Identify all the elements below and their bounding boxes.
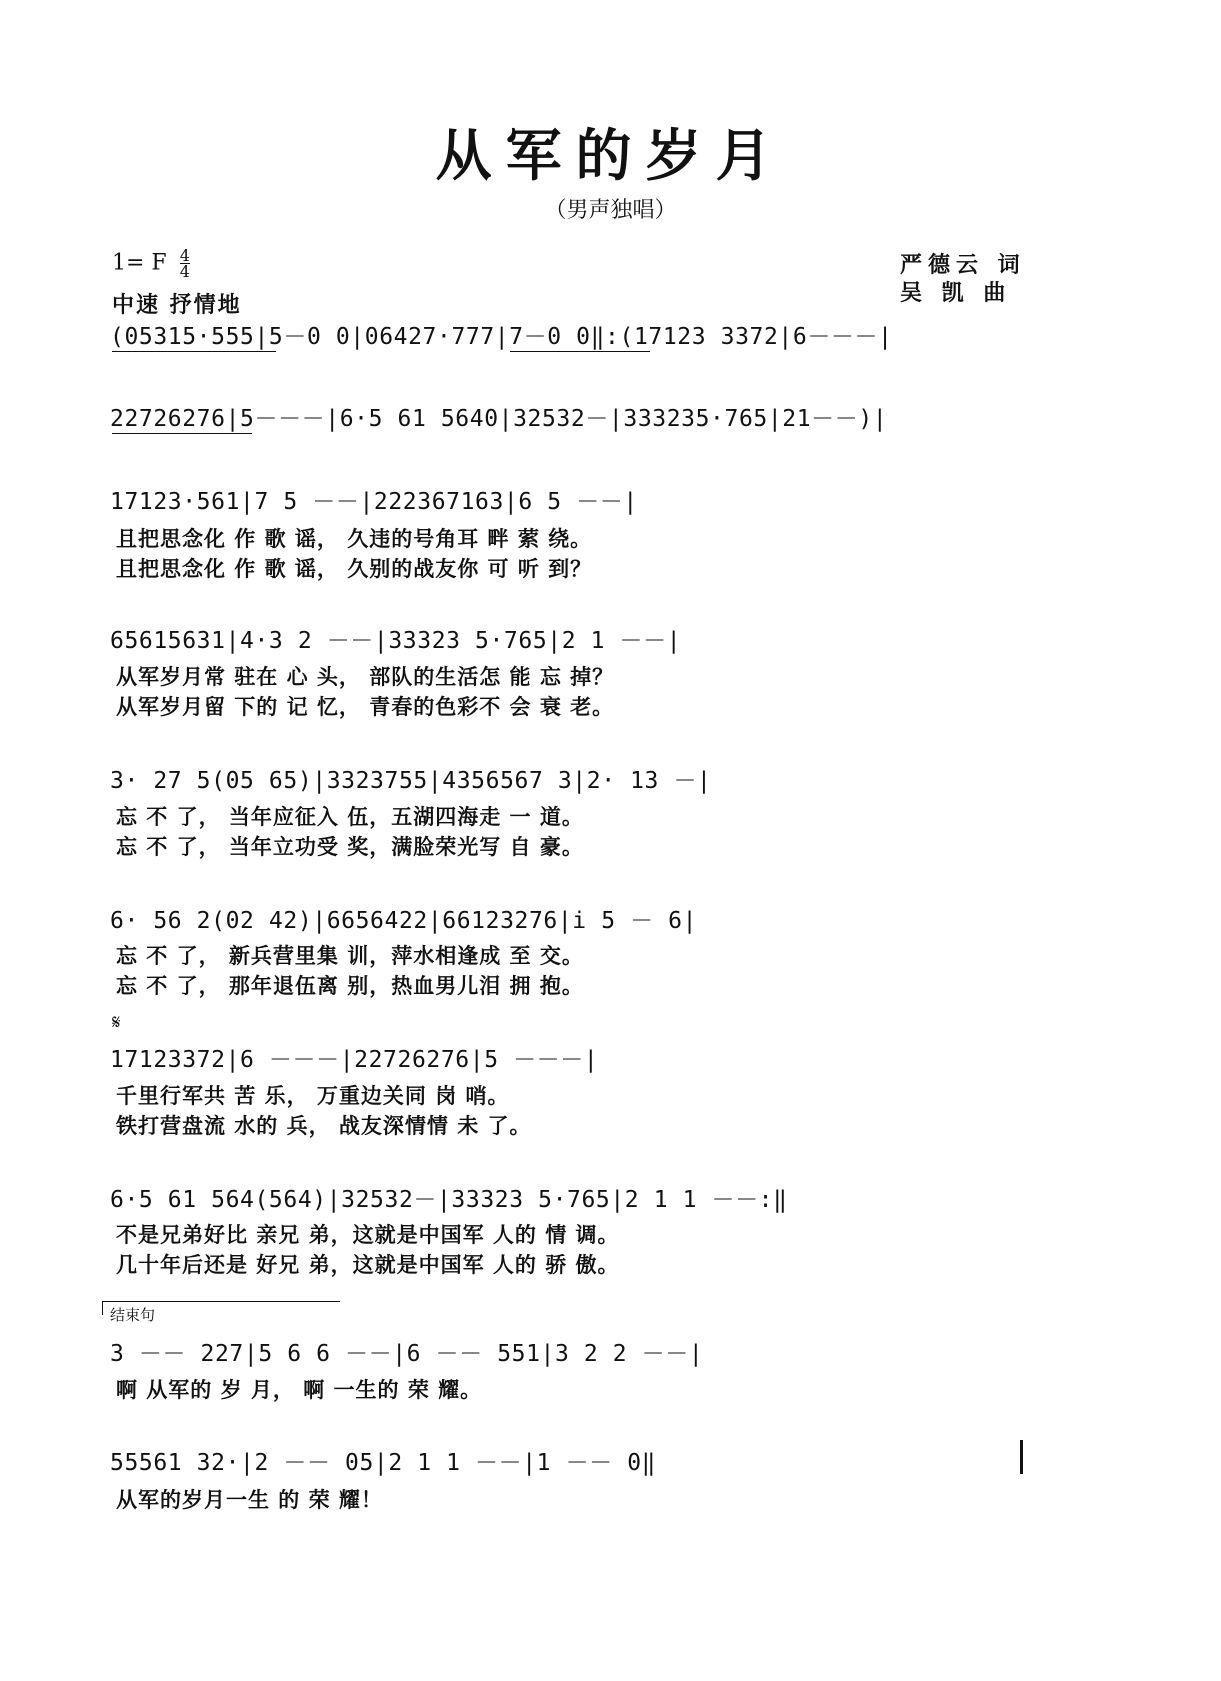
key-signature bbox=[112, 248, 190, 279]
time-signature bbox=[180, 248, 190, 279]
segno-icon: 𝄋 bbox=[112, 1010, 121, 1034]
lyric-row-8-verse-2: 几十年后还是 好兄 弟，这就是中国军 人的 骄 傲。 bbox=[116, 1252, 620, 1277]
notation-row-7: 17123372|6 －－－|22726276|5 －－－| bbox=[110, 1047, 599, 1073]
song-title: 从军的岁月 bbox=[435, 123, 786, 189]
beam-line bbox=[112, 351, 276, 352]
composer-credit: 吴 凯 曲 bbox=[900, 281, 1012, 306]
ending-bracket bbox=[102, 1301, 340, 1302]
beam-line bbox=[112, 433, 252, 434]
notation-row-10: 55561 32·|2 －－ 05|2 1 1 －－|1 －－ 0‖ bbox=[110, 1450, 657, 1476]
notation-row-5: 3· 27 5(05 65)|3323755|4356567 3|2· 13 －| bbox=[110, 768, 712, 794]
beam-line bbox=[510, 351, 650, 352]
lyric-row-3-verse-2: 且把思念化 作 歌 谣， 久别的战友你 可 听 到？ bbox=[116, 556, 593, 581]
notation-row-1: (05315·555|5－0 0|06427·777|7－0 0‖:(17123 3372|6－－－| bbox=[110, 324, 893, 350]
ending-bracket-tick bbox=[102, 1301, 103, 1315]
lyric-row-4-verse-2: 从军岁月留 下的 记 忆， 青春的色彩不 会 衰 老。 bbox=[116, 694, 615, 719]
lyric-row-4-verse-1: 从军岁月常 驻在 心 头， 部队的生活怎 能 忘 掉？ bbox=[116, 664, 615, 689]
notation-row-2: 22726276|5－－－|6·5 61 5640|32532－|333235·765|21－－)| bbox=[110, 406, 888, 432]
ending-label: 结束句 bbox=[110, 1306, 156, 1324]
key-label: 1= F bbox=[112, 250, 167, 276]
lyric-row-5-verse-1: 忘 不 了， 当年应征入 伍，五湖四海走 一 道。 bbox=[116, 804, 584, 829]
lyric-row-5-verse-2: 忘 不 了， 当年立功受 奖，满脸荣光写 自 豪。 bbox=[116, 834, 584, 859]
notation-row-4: 65615631|4·3 2 －－|33323 5·765|2 1 －－| bbox=[110, 628, 682, 654]
time-signature-numerator: 4 bbox=[179, 246, 190, 265]
final-barline bbox=[1020, 1440, 1023, 1474]
lyric-row-7-verse-1: 千里行军共 苦 乐， 万重边关同 岗 哨。 bbox=[116, 1083, 510, 1108]
lyric-row-6-verse-1: 忘 不 了， 新兵营里集 训，萍水相逢成 至 交。 bbox=[116, 943, 584, 968]
time-signature-denominator: 4 bbox=[179, 262, 190, 281]
notation-row-8: 6·5 61 564(564)|32532－|33323 5·765|2 1 1 －－:‖ bbox=[110, 1187, 788, 1213]
lyric-row-10: 从军的岁月一生 的 荣 耀！ bbox=[116, 1487, 383, 1512]
lyric-row-7-verse-2: 铁打营盘流 水的 兵， 战友深情情 未 了。 bbox=[116, 1113, 532, 1138]
notation-row-9: 3 －－ 227|5 6 6 －－|6 －－ 551|3 2 2 －－| bbox=[110, 1341, 704, 1367]
notation-row-6: 6· 56 2(02 42)|6656422|66123276|i 5 － 6| bbox=[110, 908, 698, 934]
song-subtitle: （男声独唱） bbox=[544, 198, 677, 223]
lyric-row-3-verse-1: 且把思念化 作 歌 谣， 久违的号角耳 畔 萦 绕。 bbox=[116, 526, 593, 551]
lyricist-credit: 严德云 词 bbox=[900, 253, 1026, 278]
tempo-marking: 中速 抒情地 bbox=[112, 293, 242, 318]
lyric-row-9: 啊 从军的 岁 月， 啊 一生的 荣 耀。 bbox=[116, 1377, 483, 1402]
notation-row-3: 17123·561|7 5 －－|222367163|6 5 －－| bbox=[110, 489, 638, 515]
lyric-row-8-verse-1: 不是兄弟好比 亲兄 弟，这就是中国军 人的 情 调。 bbox=[116, 1222, 620, 1247]
lyric-row-6-verse-2: 忘 不 了， 那年退伍离 别，热血男儿泪 拥 抱。 bbox=[116, 973, 584, 998]
